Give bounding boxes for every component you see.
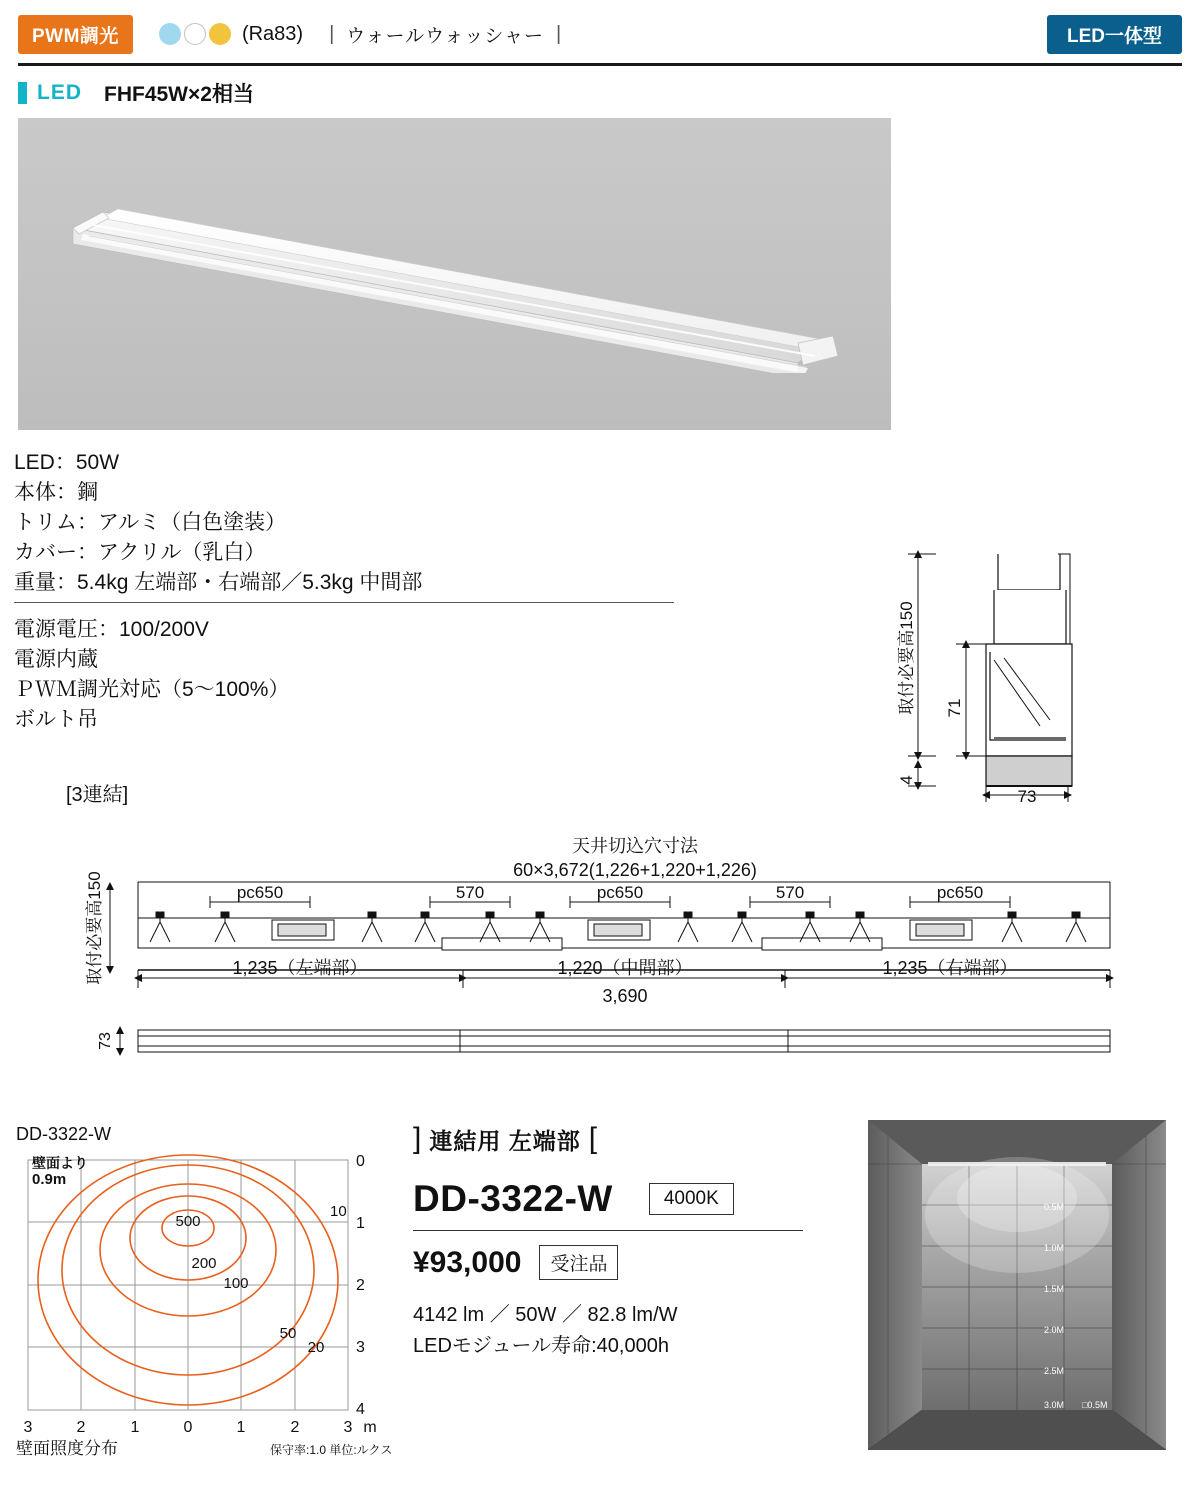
- product-photo: [18, 118, 891, 430]
- spec-body: 本体：鋼: [14, 481, 98, 504]
- span-left-label: 570: [455, 883, 485, 902]
- contour-500: 500: [175, 1213, 201, 1230]
- color-rendering-group: [159, 23, 303, 46]
- ra-value: (Ra83): [241, 22, 304, 45]
- category-label: ウォールウォッシャー: [346, 25, 545, 47]
- spec-cover: カバー：アクリル（乳白）: [14, 541, 266, 564]
- contour-200: 200: [191, 1255, 217, 1272]
- y-tick-0: 0: [356, 1153, 365, 1170]
- room-label-0-5m: 0.5M: [1044, 1202, 1065, 1212]
- led-label: LED: [37, 81, 82, 104]
- x-tick-0: 0: [183, 1419, 193, 1436]
- spec-bolt-mount: ボルト吊: [14, 708, 98, 731]
- spec-block-1: [14, 448, 654, 598]
- bracket-left: ]: [413, 1122, 422, 1155]
- segment-right-label: 1,235（右端部）: [882, 958, 1018, 978]
- spec-voltage: 電源電圧：100/200V: [14, 618, 209, 641]
- led-marker-icon: [18, 82, 27, 104]
- total-length-label: 3,690: [602, 986, 648, 1006]
- divider-left: |: [329, 22, 335, 45]
- from-wall-line2: 0.9m: [32, 1171, 67, 1188]
- contour-20: 20: [307, 1339, 325, 1356]
- pc-right-label: pc650: [936, 883, 984, 902]
- photometric-caption: 壁面照度分布: [16, 1439, 118, 1458]
- fixture-illustration: [63, 178, 863, 373]
- divider-right: |: [556, 22, 562, 45]
- spec-block-2: [14, 615, 654, 735]
- led-equivalent: FHF45W×2相当: [104, 83, 254, 106]
- x-tick-2r: 2: [290, 1419, 300, 1436]
- spec-divider: [14, 602, 674, 603]
- pc-left-label: pc650: [236, 883, 284, 902]
- room-label-1-5m: 1.5M: [1044, 1284, 1065, 1294]
- made-to-order-badge: 受注品: [539, 1245, 618, 1280]
- room-label-3-0m: 3.0M: [1044, 1400, 1065, 1410]
- led-type-row: [18, 78, 254, 108]
- section-mount-height-label: 取付必要高150: [897, 601, 916, 715]
- color-temperature-badge: 4000K: [649, 1183, 734, 1215]
- x-tick-3l: 3: [23, 1419, 33, 1436]
- room-simulation-image: [868, 1120, 1166, 1450]
- span-right-label: 570: [775, 883, 805, 902]
- spec-led-watt: LED：50W: [14, 451, 120, 474]
- photometric-model-label: DD-3322-W: [16, 1124, 112, 1144]
- plan-drawing: [10, 830, 1160, 1080]
- room-label-square-0-5m: □0.5M: [1082, 1400, 1108, 1410]
- room-label-2-5m: 2.5M: [1044, 1366, 1065, 1376]
- model-underline: [413, 1230, 803, 1231]
- x-tick-3r: 3: [343, 1419, 353, 1436]
- connection-note: [3連結]: [66, 784, 129, 806]
- ceiling-cut-title: 天井切込穴寸法: [572, 836, 698, 856]
- bracket-right: [: [588, 1122, 598, 1155]
- y-tick-4: 4: [356, 1401, 365, 1418]
- section-drawing: [890, 540, 1190, 810]
- model-row: [413, 1178, 833, 1220]
- color-dot-amber-icon: [209, 23, 231, 45]
- photometric-diagram: [8, 1120, 398, 1460]
- section-dim-4: 4: [897, 775, 916, 785]
- contour-50: 50: [279, 1325, 297, 1342]
- lumen-watt-efficacy: 4142 lm ／ 50W ／ 82.8 lm/W: [413, 1304, 678, 1326]
- y-tick-1: 1: [356, 1215, 365, 1232]
- y-tick-2: 2: [356, 1277, 365, 1294]
- room-label-1-0m: 1.0M: [1044, 1243, 1065, 1253]
- spec-power-builtin: 電源内蔵: [14, 648, 98, 671]
- header-rule: [18, 63, 1182, 66]
- y-extra-10: 10: [330, 1203, 347, 1220]
- section-dim-73: 73: [1017, 787, 1037, 806]
- contour-100: 100: [223, 1275, 249, 1292]
- from-wall-line1: 壁面より: [32, 1155, 88, 1171]
- segment-mid-label: 1,220（中間部）: [557, 958, 693, 978]
- x-tick-2l: 2: [76, 1419, 86, 1436]
- spec-trim: トリム：アルミ（白色塗装）: [14, 511, 287, 534]
- module-life: LEDモジュール寿命:40,000h: [413, 1335, 669, 1357]
- pwm-dimming-badge: PWM調光: [18, 15, 133, 54]
- price-row: [413, 1245, 833, 1280]
- side-height-label: 73: [97, 1032, 114, 1050]
- product-info: [413, 1122, 833, 1362]
- header-bar: [18, 12, 1182, 56]
- plan-mount-height-label: 取付必要高150: [85, 871, 104, 985]
- x-unit: m: [363, 1419, 377, 1436]
- product-type-row: [413, 1122, 833, 1156]
- led-integrated-badge: LED一体型: [1047, 15, 1182, 54]
- section-dim-71: 71: [945, 698, 964, 718]
- ceiling-cut-dimension: 60×3,672(1,226+1,220+1,226): [513, 860, 757, 880]
- room-label-2-0m: 2.0M: [1044, 1325, 1065, 1335]
- y-tick-3: 3: [356, 1339, 365, 1356]
- spec-pwm-range: ＰＷＭ調光対応（5〜100%）: [14, 678, 290, 701]
- color-dot-white-icon: [184, 23, 206, 45]
- color-dot-blue-icon: [159, 23, 181, 45]
- segment-left-label: 1,235（左端部）: [232, 958, 368, 978]
- product-type-label: 連結用 左端部: [429, 1127, 581, 1154]
- model-number: DD-3322-W: [413, 1178, 613, 1219]
- x-tick-1r: 1: [236, 1419, 246, 1436]
- spec-weight: 重量：5.4kg 左端部・右端部／5.3kg 中間部: [14, 571, 423, 594]
- x-tick-1l: 1: [130, 1419, 140, 1436]
- price-value: ¥93,000: [413, 1245, 522, 1279]
- photometric-note: 保守率:1.0 単位:ルクス: [270, 1443, 393, 1457]
- performance-block: [413, 1300, 833, 1362]
- pc-mid-label: pc650: [596, 883, 644, 902]
